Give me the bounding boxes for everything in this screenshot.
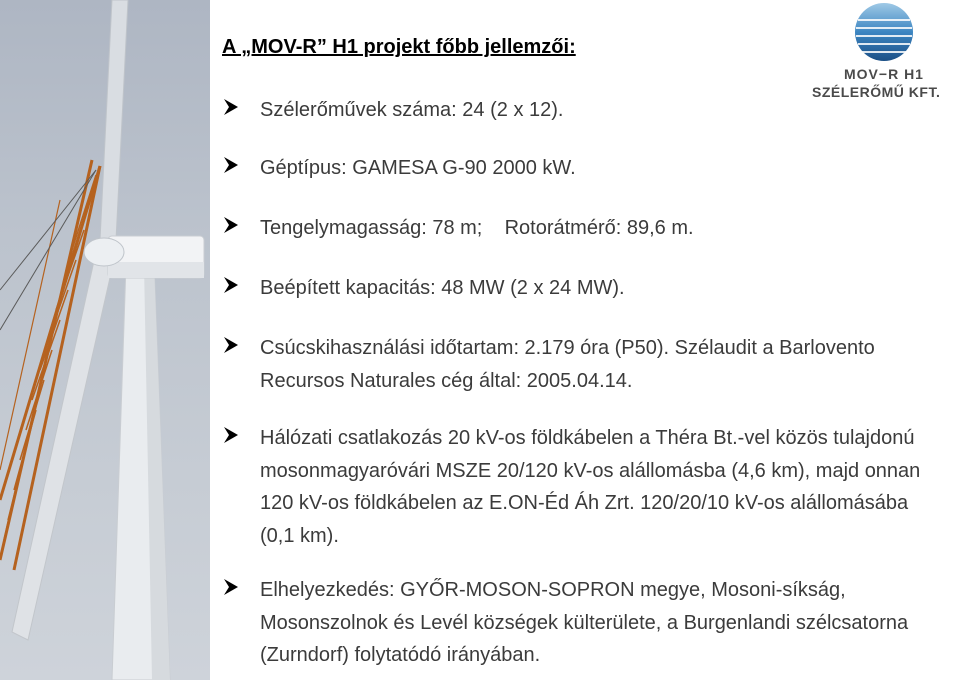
wind-turbine-photo bbox=[0, 0, 210, 680]
list-item-text: Hálózati csatlakozás 20 kV-os földkábelen a Théra Bt.-vel közös tulajdonú mosonmagyaróvári MSZE 20/120 kV-os alállomásba (4,6 km), majd onnan 120 kV-os földkábelen az E.ON-Éd Áh Zrt. 120/20/10 kV-os alállomásába (0,1 km). bbox=[260, 427, 921, 547]
list-item-text: Beépített kapacitás: 48 MW (2 x 24 MW). bbox=[260, 277, 625, 299]
logo-text-name: MOV−R H1 bbox=[844, 66, 924, 82]
list-item-text: Elhelyezkedés: GYŐR-MOSON-SOPRON megye, Mosoni-síkság, Mosonszolnok és Levél községek külterülete, a Burgenlandi szélcsatorna (Zurndorf) folytatódó irányában. bbox=[260, 579, 909, 666]
list-item-text: Tengelymagasság: 78 m; Rotorátmérő: 89,6 m. bbox=[260, 217, 694, 239]
hub bbox=[84, 238, 124, 266]
wind-turbine-illustration bbox=[0, 0, 210, 680]
arrow-bullet-icon bbox=[222, 276, 240, 294]
arrow-bullet-icon bbox=[222, 216, 240, 234]
list-item-text: Szélerőművek száma: 24 (2 x 12). bbox=[260, 99, 564, 121]
arrow-bullet-icon bbox=[222, 336, 240, 354]
slide-title: A „MOV-R” H1 projekt főbb jellemzői: bbox=[222, 36, 576, 58]
logo-text-company: SZÉLERŐMŰ KFT. bbox=[812, 84, 941, 100]
blade-upper bbox=[100, 0, 128, 240]
arrow-bullet-icon bbox=[222, 156, 240, 174]
list-item-text: Géptípus: GAMESA G-90 2000 kW. bbox=[260, 157, 576, 179]
arrow-bullet-icon bbox=[222, 98, 240, 116]
arrow-bullet-icon bbox=[222, 426, 240, 444]
globe-logo-icon bbox=[800, 0, 960, 64]
list-item-text: Csúcskihasználási időtartam: 2.179 óra (P50). Szélaudit a Barlovento Recursos Naturales cég által: 2005.04.14. bbox=[260, 337, 875, 392]
arrow-bullet-icon bbox=[222, 578, 240, 596]
